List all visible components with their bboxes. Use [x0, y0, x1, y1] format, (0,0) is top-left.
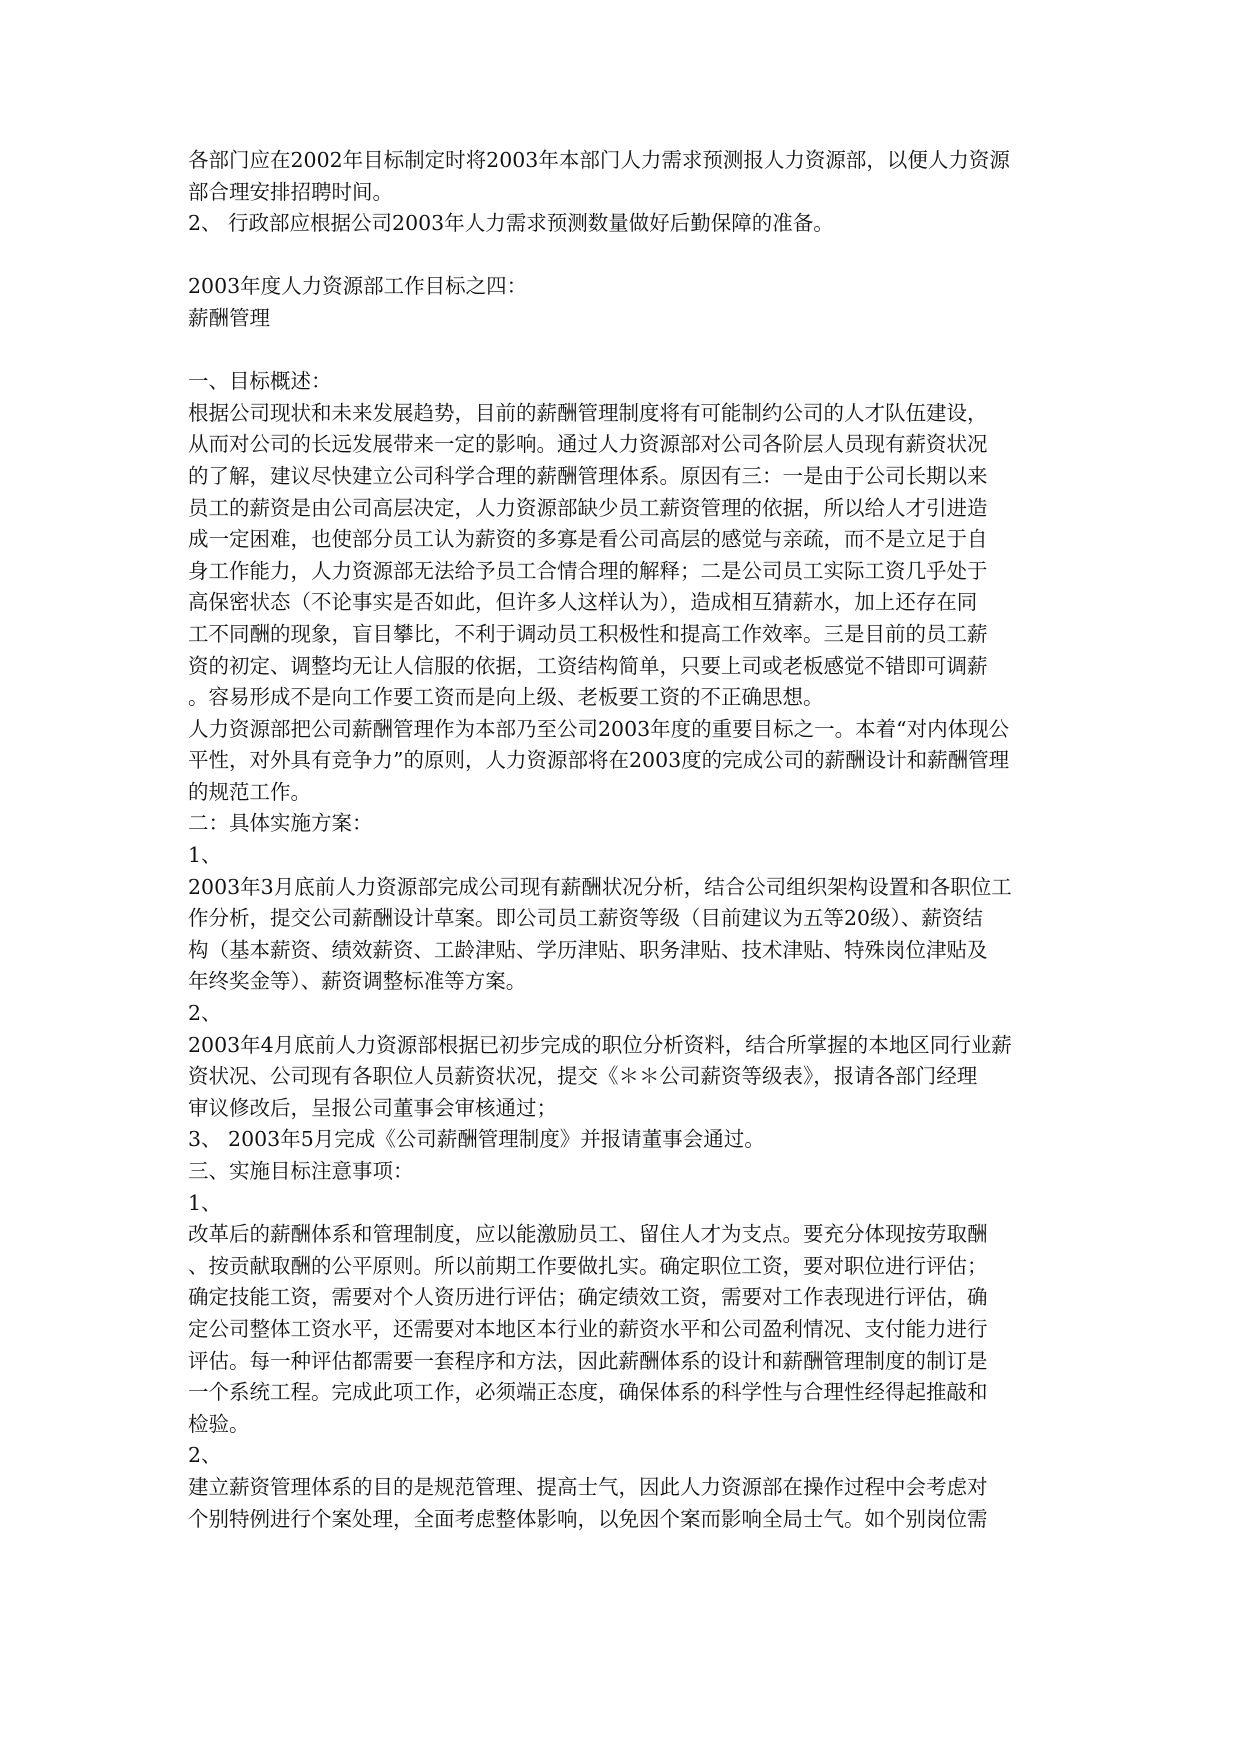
text-line: 成一定困难，也使部分员工认为薪资的多寡是看公司高层的感觉与亲疏，而不是立足于自: [188, 527, 988, 552]
text-line: 身工作能力，人力资源部无法给予员工合情合理的解释；二是公司员工实际工资几乎处于: [188, 558, 988, 583]
text-line: 。容易形成不是向工作要工资而是向上级、老板要工资的不正确思想。: [188, 685, 824, 710]
text-line: 2、 行政部应根据公司2003年人力需求预测数量做好后勤保障的准备。: [188, 211, 834, 236]
text-line: 2003年4月底前人力资源部根据已初步完成的职位分析资料，结合所掌握的本地区同行业薪: [188, 1032, 1012, 1057]
list-number: 2、: [188, 1443, 222, 1468]
text-line: 年终奖金等）、薪资调整标准等方案。: [188, 969, 527, 994]
text-line: 定公司整体工资水平，还需要对本地区本行业的薪资水平和公司盈利情况、支付能力进行: [188, 1316, 988, 1341]
text-line: 审议修改后，呈报公司董事会审核通过；: [188, 1095, 557, 1120]
text-line: 部合理安排招聘时间。: [188, 179, 393, 204]
text-line: 评估。每一种评估都需要一套程序和方法，因此薪酬体系的设计和薪酬管理制度的制订是: [188, 1348, 988, 1373]
text-line: 检验。: [188, 1411, 250, 1436]
text-line: 3、 2003年5月完成《公司薪酬管理制度》并报请董事会通过。: [188, 1127, 765, 1152]
text-line: 人力资源部把公司薪酬管理作为本部乃至公司2003年度的重要目标之一。本着“对内体现公: [188, 716, 1010, 741]
subsection-heading: 三、实施目标注意事项：: [188, 1159, 414, 1183]
text-line: 资的初定、调整均无让人信服的依据，工资结构简单，只要上司或老板感觉不错即可调薪: [188, 653, 988, 678]
section-subtitle: 薪酬管理: [188, 305, 270, 330]
section-heading: 2003年度人力资源部工作目标之四：: [188, 274, 528, 299]
text-line: 个别特例进行个案处理，全面考虑整体影响，以免因个案而影响全局士气。如个别岗位需: [188, 1506, 988, 1531]
list-number: 1、: [188, 843, 222, 868]
text-line: 建立薪资管理体系的目的是规范管理、提高士气，因此人力资源部在操作过程中会考虑对: [188, 1474, 988, 1499]
text-line: 、按贡献取酬的公平原则。所以前期工作要做扎实。确定职位工资，要对职位进行评估；: [188, 1253, 988, 1278]
text-line: 确定技能工资，需要对个人资历进行评估；确定绩效工资，需要对工作表现进行评估，确: [188, 1285, 988, 1310]
text-line: 2003年3月底前人力资源部完成公司现有薪酬状况分析，结合公司组织架构设置和各职位工: [188, 874, 1012, 899]
text-line: 高保密状态（不论事实是否如此，但许多人这样认为），造成相互猜薪水，加上还存在同: [188, 590, 978, 615]
text-line: 员工的薪资是由公司高层决定，人力资源部缺少员工薪资管理的依据，所以给人才引进造: [188, 495, 988, 520]
blank-line: [188, 335, 1058, 367]
text-line: 作分析，提交公司薪酬设计草案。即公司员工薪资等级（目前建议为五等20级）、薪资结: [188, 906, 983, 931]
blank-line: [188, 240, 1058, 272]
text-line: 一个系统工程。完成此项工作，必须端正态度，确保体系的科学性与合理性经得起推敲和: [188, 1380, 988, 1405]
list-number: 1、: [188, 1190, 222, 1215]
text-line: 根据公司现状和未来发展趋势，目前的薪酬管理制度将有可能制约公司的人才队伍建设，: [188, 400, 988, 425]
text-line: 的了解，建议尽快建立公司科学合理的薪酬管理体系。原因有三：一是由于公司长期以来: [188, 463, 988, 488]
text-line: 构（基本薪资、绩效薪资、工龄津贴、学历津贴、职务津贴、技术津贴、特殊岗位津贴及: [188, 937, 988, 962]
text-line: 从而对公司的长远发展带来一定的影响。通过人力资源部对公司各阶层人员现有薪资状况: [188, 432, 988, 457]
text-line: 的规范工作。: [188, 779, 311, 804]
list-number: 2、: [188, 1001, 222, 1026]
text-line: 各部门应在2002年目标制定时将2003年本部门人力需求预测报人力资源部，以便人力资源: [188, 148, 1010, 172]
text-line: 资状况、公司现有各职位人员薪资状况，提交《＊＊公司薪资等级表》，报请各部门经理: [188, 1064, 978, 1089]
subsection-heading: 二：具体实施方案：: [188, 811, 373, 836]
subsection-heading: 一、目标概述：: [188, 369, 332, 394]
text-line: 改革后的薪酬体系和管理制度，应以能激励员工、留住人才为支点。要充分体现按劳取酬: [188, 1222, 988, 1247]
text-line: 平性，对外具有竞争力”的原则，人力资源部将在2003度的完成公司的薪酬设计和薪酬管理: [188, 748, 1010, 773]
document-page: [188, 145, 1058, 1535]
text-line: 工不同酬的现象，盲目攀比，不利于调动员工积极性和提高工作效率。三是目前的员工薪: [188, 621, 988, 646]
